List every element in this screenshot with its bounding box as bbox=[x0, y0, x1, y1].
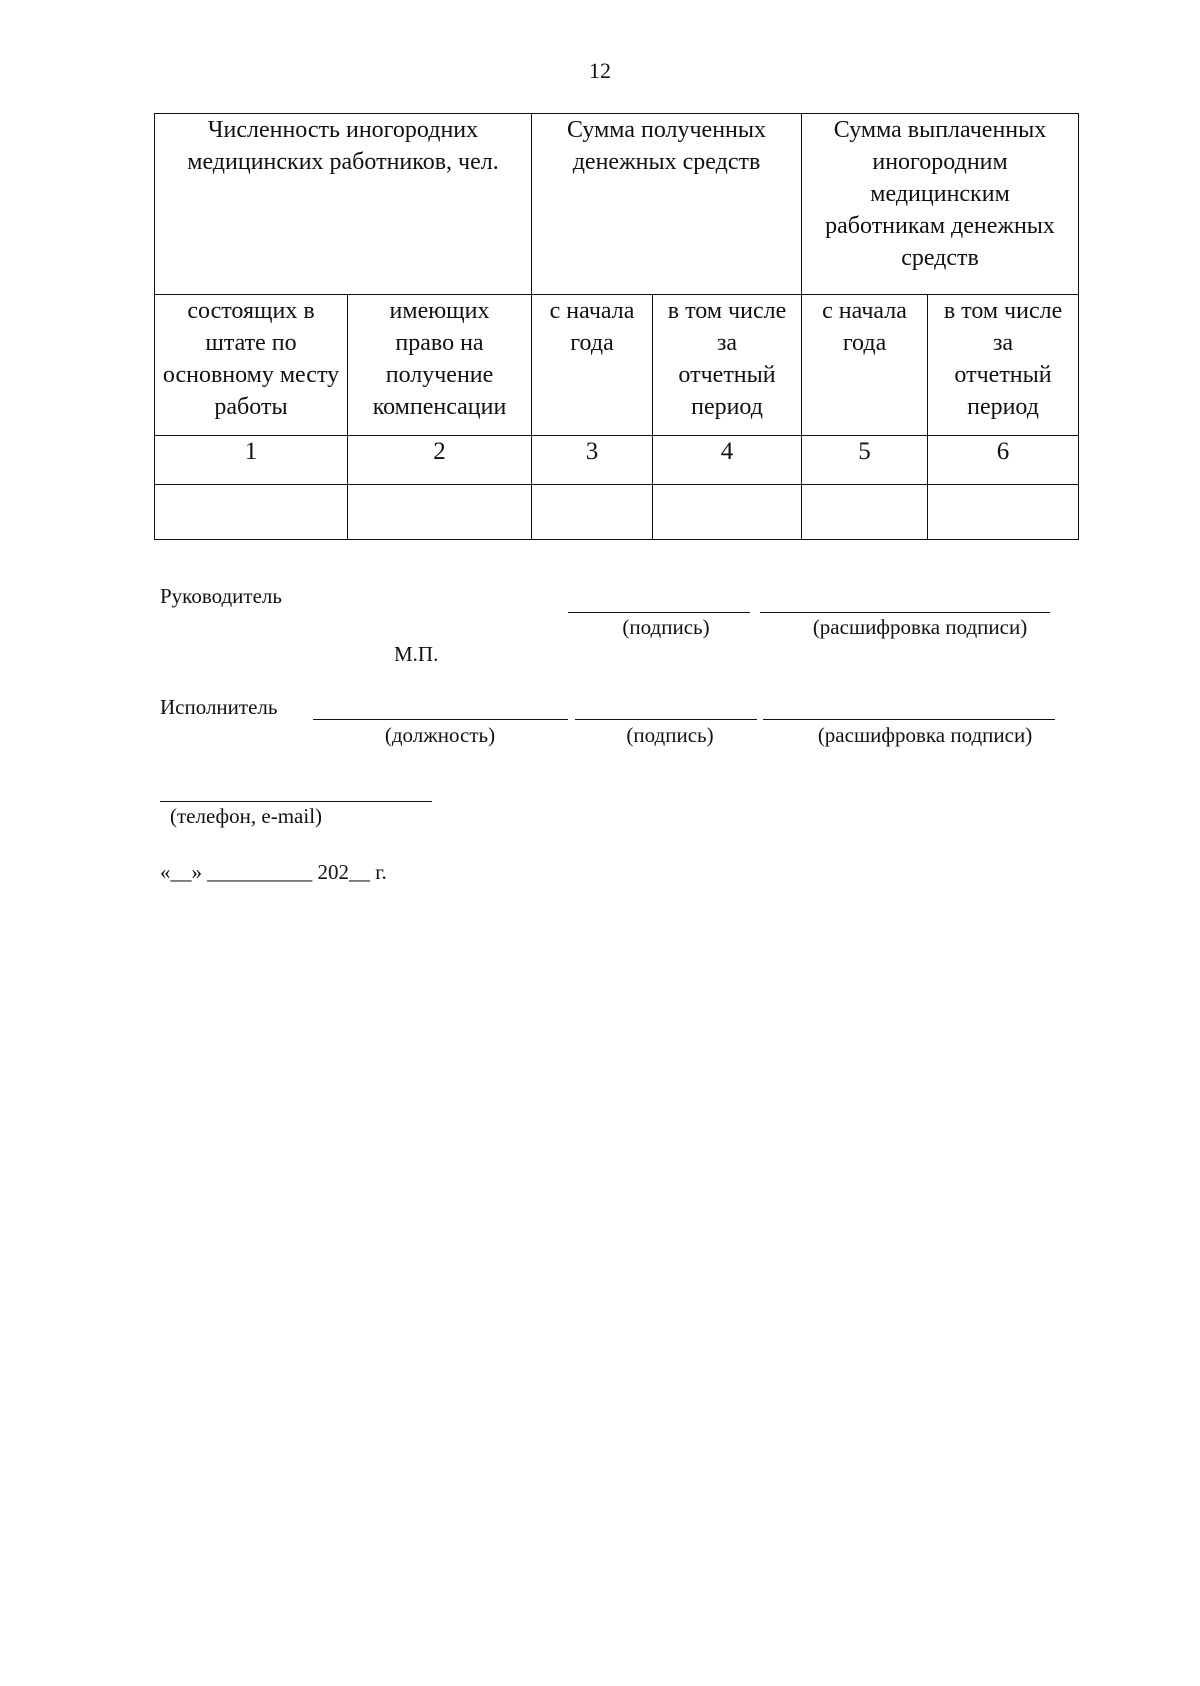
executor-signature-line bbox=[575, 719, 757, 720]
column-number-5: 5 bbox=[802, 436, 928, 485]
header-col6: в том числе за отчетный период bbox=[928, 295, 1079, 436]
executor-signature-caption: (подпись) bbox=[626, 723, 714, 747]
column-number-6: 6 bbox=[928, 436, 1079, 485]
data-cell-4 bbox=[653, 485, 802, 540]
header-paid-group: Сумма выплаченных иногородним медицинским работникам денежных средств bbox=[802, 114, 1079, 295]
header-col4: в том числе за отчетный период bbox=[653, 295, 802, 436]
head-signature-caption: (подпись) bbox=[622, 615, 710, 639]
column-number-3: 3 bbox=[532, 436, 653, 485]
executor-position-caption: (должность) bbox=[384, 723, 496, 747]
head-decoding-line bbox=[760, 612, 1050, 613]
header-col1: состоящих в штате по основному месту работы bbox=[155, 295, 348, 436]
phone-line bbox=[160, 801, 432, 802]
data-cell-1 bbox=[155, 485, 348, 540]
data-cell-3 bbox=[532, 485, 653, 540]
column-number-1: 1 bbox=[155, 436, 348, 485]
phone-caption: (телефон, e-mail) bbox=[170, 804, 323, 828]
header-col2: имеющих право на получение компенсации bbox=[348, 295, 532, 436]
head-signature-line bbox=[568, 612, 750, 613]
column-number-2: 2 bbox=[348, 436, 532, 485]
header-col5: с начала года bbox=[802, 295, 928, 436]
header-received-group: Сумма полученных денежных средств bbox=[532, 114, 802, 295]
data-cell-2 bbox=[348, 485, 532, 540]
table-data-row bbox=[155, 485, 1079, 540]
header-col3: с начала года bbox=[532, 295, 653, 436]
executor-decoding-caption: (расшифровка подписи) bbox=[817, 723, 1033, 747]
head-label: Руководитель bbox=[160, 584, 282, 608]
table-header-row-top bbox=[155, 114, 1079, 295]
header-count-group: Численность иногородних медицинских работников, чел. bbox=[155, 114, 532, 295]
stamp-label: М.П. bbox=[394, 642, 439, 666]
column-number-4: 4 bbox=[653, 436, 802, 485]
table-column-numbers-row bbox=[155, 436, 1079, 485]
date-line: «__» __________ 202__ г. bbox=[160, 860, 387, 884]
executor-label: Исполнитель bbox=[160, 695, 278, 719]
page-number: 12 bbox=[589, 58, 611, 83]
executor-position-line bbox=[313, 719, 568, 720]
report-table bbox=[154, 113, 1079, 540]
data-cell-5 bbox=[802, 485, 928, 540]
head-decoding-caption: (расшифровка подписи) bbox=[812, 615, 1028, 639]
executor-decoding-line bbox=[763, 719, 1055, 720]
table-header-row-sub bbox=[155, 295, 1079, 436]
data-cell-6 bbox=[928, 485, 1079, 540]
